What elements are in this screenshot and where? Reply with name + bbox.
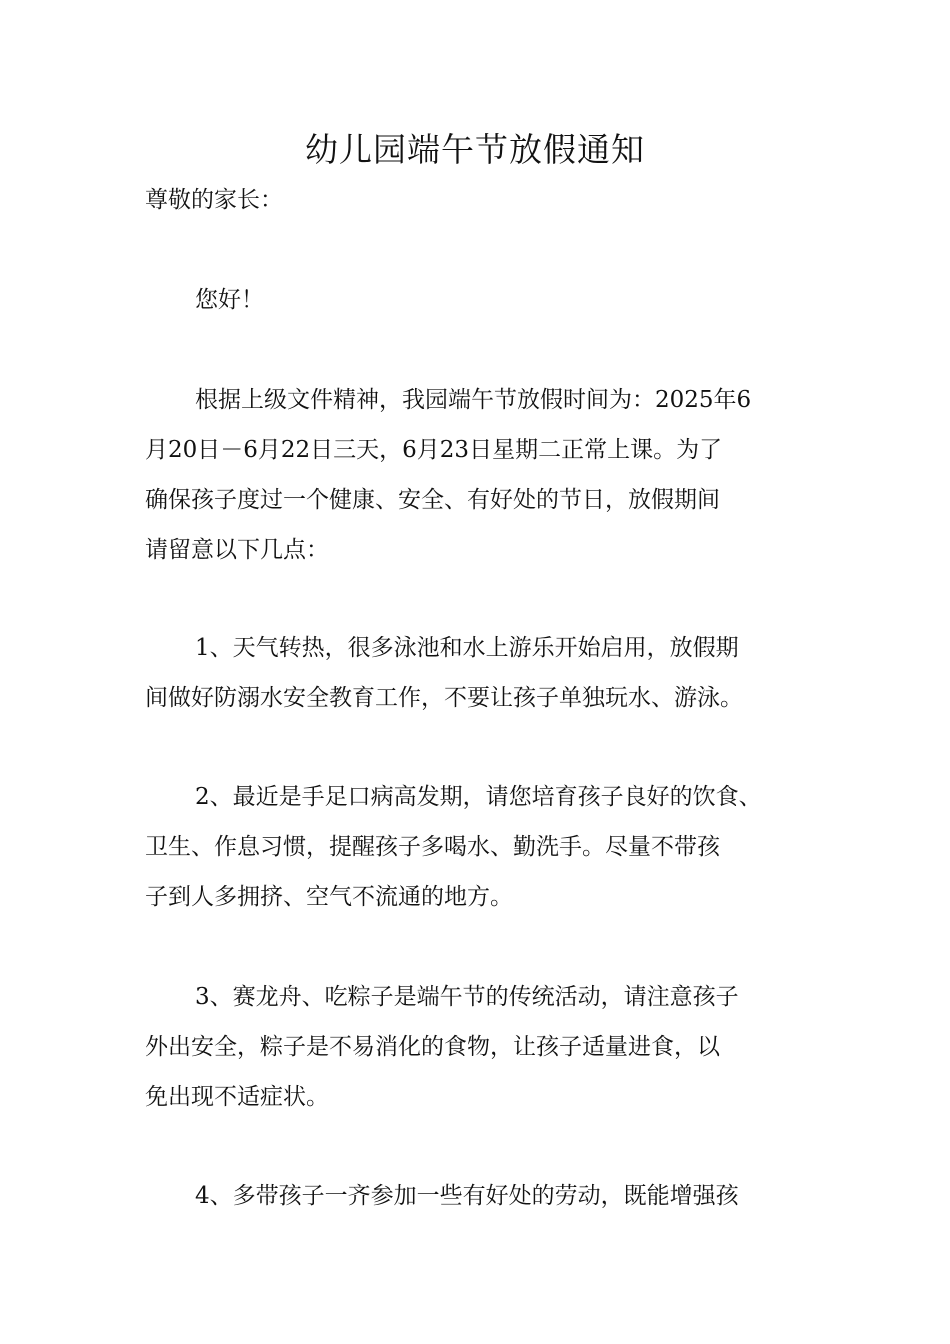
document-title: 幼儿园端午节放假通知 [305, 130, 645, 169]
intro-line-4: 请留意以下几点： [145, 537, 329, 563]
item-2-line-3: 子到人多拥挤、空气不流通的地方。 [145, 884, 513, 910]
item-1-line-2: 间做好防溺水安全教育工作，不要让孩子单独玩水、游泳。 [145, 685, 743, 711]
item-2-line-1: 2、最近是手足口病高发期，请您培育孩子良好的饮食、 [195, 784, 762, 810]
item-3-line-1: 3、赛龙舟、吃粽子是端午节的传统活动，请注意孩子 [195, 984, 739, 1010]
item-1-line-1: 1、天气转热，很多泳池和水上游乐开始启用，放假期 [195, 635, 739, 661]
greeting: 您好！ [195, 287, 264, 313]
intro-line-3: 确保孩子度过一个健康、安全、有好处的节日，放假期间 [145, 487, 720, 513]
item-3-line-2: 外出安全，粽子是不易消化的食物，让孩子适量进食，以 [145, 1034, 720, 1060]
intro-line-1: 根据上级文件精神，我园端午节放假时间为：2025年6 [195, 387, 752, 413]
salutation: 尊敬的家长： [145, 187, 283, 213]
item-3-line-3: 免出现不适症状。 [145, 1084, 329, 1110]
item-4-line-1: 4、多带孩子一齐参加一些有好处的劳动，既能增强孩 [195, 1183, 739, 1209]
item-2-line-2: 卫生、作息习惯，提醒孩子多喝水、勤洗手。尽量不带孩 [145, 834, 720, 860]
intro-line-2: 月20日－6月22日三天，6月23日星期二正常上课。为了 [145, 437, 723, 463]
